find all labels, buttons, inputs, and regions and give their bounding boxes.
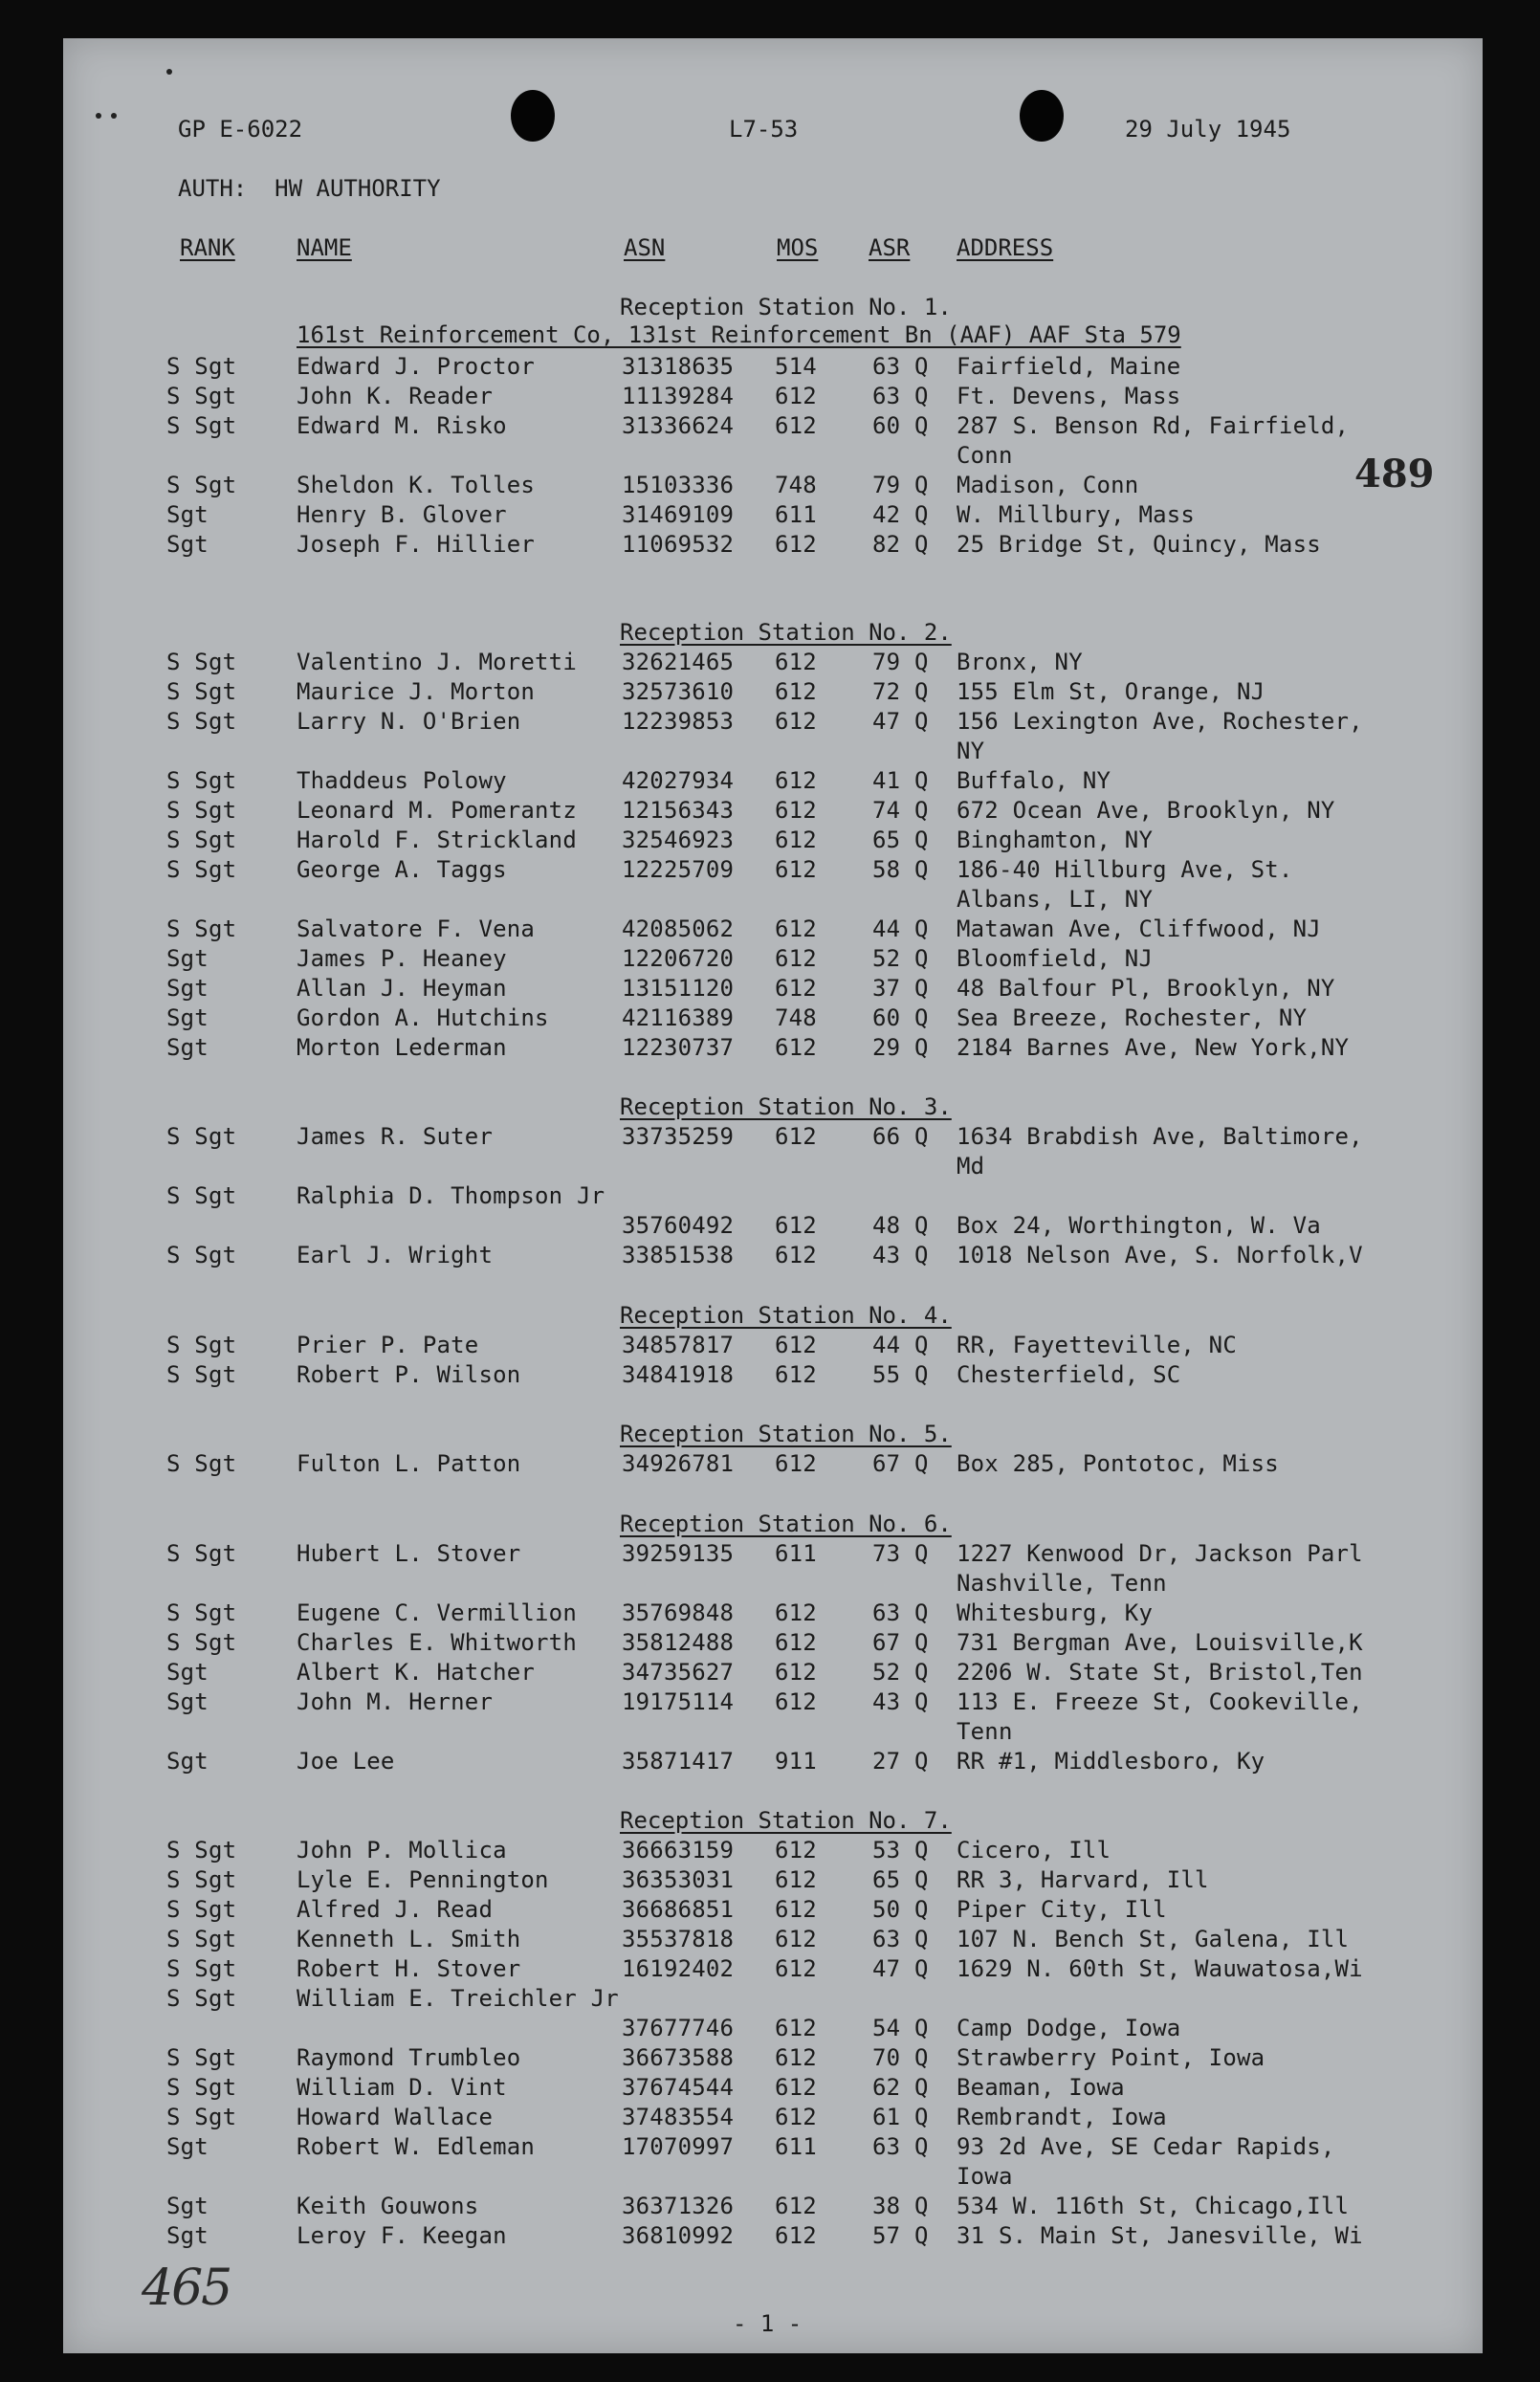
row-asr: 63 Q xyxy=(872,353,929,380)
row-address: Ft. Devens, Mass xyxy=(957,383,1181,409)
row-asr: 67 Q xyxy=(872,1450,929,1477)
col-address: ADDRESS xyxy=(957,234,1054,261)
row-name: William E. Treichler Jr xyxy=(297,1985,619,2012)
row-asn: 34926781 xyxy=(622,1450,735,1477)
row-asr: 53 Q xyxy=(872,1837,929,1864)
row-name: Edward M. Risko xyxy=(297,412,507,439)
col-name: NAME xyxy=(297,234,352,261)
row-name: Robert H. Stover xyxy=(297,1955,521,1982)
row-asn: 17070997 xyxy=(622,2133,735,2160)
row-rank: Sgt xyxy=(166,531,209,558)
handwritten-note: 465 xyxy=(142,2260,231,2317)
row-address: 155 Elm St, Orange, NJ xyxy=(957,678,1265,705)
speck xyxy=(166,69,172,75)
row-asr: 65 Q xyxy=(872,827,929,853)
page-footer: - 1 - xyxy=(733,2310,803,2337)
row-rank: Sgt xyxy=(166,2222,209,2249)
row-address: 731 Bergman Ave, Louisville,K xyxy=(957,1629,1363,1656)
row-rank: S Sgt xyxy=(166,353,237,380)
row-address: 287 S. Benson Rd, Fairfield, xyxy=(957,412,1350,439)
row-name: Keith Gouwons xyxy=(297,2193,479,2219)
row-asn: 37677746 xyxy=(622,2015,735,2041)
row-asn: 32573610 xyxy=(622,678,735,705)
section-title: Reception Station No. 1. xyxy=(620,294,952,320)
row-mos: 748 xyxy=(775,472,817,498)
row-asr: 79 Q xyxy=(872,472,929,498)
row-mos: 612 xyxy=(775,1034,817,1061)
row-address: 2206 W. State St, Bristol,Ten xyxy=(957,1659,1363,1686)
row-name: Lyle E. Pennington xyxy=(297,1866,549,1893)
row-name: Albert K. Hatcher xyxy=(297,1659,536,1686)
row-name: Alfred J. Read xyxy=(297,1896,494,1923)
row-address: 48 Balfour Pl, Brooklyn, NY xyxy=(957,975,1335,1002)
row-address: 31 S. Main St, Janesville, Wi xyxy=(957,2222,1363,2249)
row-rank: S Sgt xyxy=(166,1182,237,1209)
doc-code: L7-53 xyxy=(729,116,799,143)
row-mos: 612 xyxy=(775,1450,817,1477)
row-name: George A. Taggs xyxy=(297,856,507,883)
row-name: Maurice J. Morton xyxy=(297,678,536,705)
row-asn: 12225709 xyxy=(622,856,735,883)
row-address: Strawberry Point, Iowa xyxy=(957,2044,1265,2071)
row-name: Earl J. Wright xyxy=(297,1242,494,1268)
row-asr: 67 Q xyxy=(872,1629,929,1656)
row-mos: 612 xyxy=(775,412,817,439)
row-asr: 52 Q xyxy=(872,1659,929,1686)
row-asn: 13151120 xyxy=(622,975,735,1002)
row-asn: 35871417 xyxy=(622,1748,735,1775)
row-mos: 612 xyxy=(775,649,817,675)
row-asn: 36663159 xyxy=(622,1837,735,1864)
row-asn: 36371326 xyxy=(622,2193,735,2219)
row-asr: 70 Q xyxy=(872,2044,929,2071)
row-asn: 12206720 xyxy=(622,945,735,972)
row-asn: 31469109 xyxy=(622,501,735,528)
row-address: 156 Lexington Ave, Rochester, xyxy=(957,708,1363,735)
row-mos: 611 xyxy=(775,1540,817,1567)
row-mos: 911 xyxy=(775,1748,817,1775)
row-rank: Sgt xyxy=(166,975,209,1002)
punch-hole-right xyxy=(1020,90,1064,142)
row-name: Leroy F. Keegan xyxy=(297,2222,507,2249)
row-mos: 612 xyxy=(775,915,817,942)
row-asr: 55 Q xyxy=(872,1361,929,1388)
section-title: Reception Station No. 6. xyxy=(620,1511,952,1537)
row-asn: 12239853 xyxy=(622,708,735,735)
row-address: Bronx, NY xyxy=(957,649,1083,675)
row-asn: 36353031 xyxy=(622,1866,735,1893)
row-address: Fairfield, Maine xyxy=(957,353,1181,380)
row-asn: 34735627 xyxy=(622,1659,735,1686)
row-rank: Sgt xyxy=(166,1659,209,1686)
row-asn: 16192402 xyxy=(622,1955,735,1982)
row-address: 672 Ocean Ave, Brooklyn, NY xyxy=(957,797,1335,824)
row-rank: S Sgt xyxy=(166,1837,237,1864)
row-rank: Sgt xyxy=(166,1688,209,1715)
row-mos: 612 xyxy=(775,1688,817,1715)
row-name: Kenneth L. Smith xyxy=(297,1926,521,1952)
row-address: Rembrandt, Iowa xyxy=(957,2104,1167,2130)
row-asr: 63 Q xyxy=(872,2133,929,2160)
row-asr: 66 Q xyxy=(872,1123,929,1150)
doc-ref: GP E-6022 xyxy=(178,116,303,143)
row-asn: 33735259 xyxy=(622,1123,735,1150)
row-asn: 34857817 xyxy=(622,1332,735,1358)
section-title: Reception Station No. 4. xyxy=(620,1302,952,1329)
row-address: Binghamton, NY xyxy=(957,827,1154,853)
row-name: Leonard M. Pomerantz xyxy=(297,797,577,824)
row-address: 113 E. Freeze St, Cookeville, xyxy=(957,1688,1363,1715)
row-mos: 612 xyxy=(775,2074,817,2101)
row-rank: S Sgt xyxy=(166,383,237,409)
row-mos: 611 xyxy=(775,501,817,528)
row-asn: 35537818 xyxy=(622,1926,735,1952)
row-mos: 612 xyxy=(775,2044,817,2071)
row-rank: Sgt xyxy=(166,501,209,528)
row-asr: 74 Q xyxy=(872,797,929,824)
row-name: John P. Mollica xyxy=(297,1837,507,1864)
row-mos: 612 xyxy=(775,1242,817,1268)
row-mos: 612 xyxy=(775,1866,817,1893)
row-name: Joe Lee xyxy=(297,1748,395,1775)
row-asr: 42 Q xyxy=(872,501,929,528)
row-mos: 611 xyxy=(775,2133,817,2160)
row-address: Camp Dodge, Iowa xyxy=(957,2015,1181,2041)
row-asn: 35769848 xyxy=(622,1599,735,1626)
row-mos: 612 xyxy=(775,2222,817,2249)
row-address: Whitesburg, Ky xyxy=(957,1599,1154,1626)
row-address: Bloomfield, NJ xyxy=(957,945,1154,972)
row-asr: 29 Q xyxy=(872,1034,929,1061)
row-mos: 612 xyxy=(775,1212,817,1239)
row-asr: 52 Q xyxy=(872,945,929,972)
row-rank: S Sgt xyxy=(166,1896,237,1923)
punch-hole-left xyxy=(511,90,555,142)
row-rank: S Sgt xyxy=(166,2104,237,2130)
row-mos: 612 xyxy=(775,827,817,853)
row-name: Gordon A. Hutchins xyxy=(297,1004,549,1031)
row-asr: 47 Q xyxy=(872,1955,929,1982)
row-rank: Sgt xyxy=(166,2193,209,2219)
col-asr: ASR xyxy=(869,234,911,261)
row-asn: 34841918 xyxy=(622,1361,735,1388)
row-mos: 612 xyxy=(775,767,817,794)
row-asn: 31336624 xyxy=(622,412,735,439)
row-address: NY xyxy=(957,738,985,764)
row-rank: S Sgt xyxy=(166,649,237,675)
row-address: Albans, LI, NY xyxy=(957,886,1154,913)
row-name: Prier P. Pate xyxy=(297,1332,479,1358)
row-asr: 38 Q xyxy=(872,2193,929,2219)
col-mos: MOS xyxy=(777,234,819,261)
row-asn: 32621465 xyxy=(622,649,735,675)
row-address: Sea Breeze, Rochester, NY xyxy=(957,1004,1308,1031)
row-address: Md xyxy=(957,1153,985,1180)
row-address: W. Millbury, Mass xyxy=(957,501,1196,528)
row-asr: 41 Q xyxy=(872,767,929,794)
row-name: Robert W. Edleman xyxy=(297,2133,536,2160)
row-name: Harold F. Strickland xyxy=(297,827,577,853)
row-rank: S Sgt xyxy=(166,2074,237,2101)
row-asn: 35812488 xyxy=(622,1629,735,1656)
row-name: Sheldon K. Tolles xyxy=(297,472,536,498)
row-rank: S Sgt xyxy=(166,678,237,705)
row-asn: 37483554 xyxy=(622,2104,735,2130)
section-title: Reception Station No. 2. xyxy=(620,619,952,646)
row-name: Raymond Trumbleo xyxy=(297,2044,521,2071)
section-title: Reception Station No. 5. xyxy=(620,1421,952,1447)
row-rank: S Sgt xyxy=(166,767,237,794)
row-asn: 33851538 xyxy=(622,1242,735,1268)
row-name: Howard Wallace xyxy=(297,2104,494,2130)
row-asr: 63 Q xyxy=(872,383,929,409)
row-mos: 612 xyxy=(775,1837,817,1864)
row-asr: 72 Q xyxy=(872,678,929,705)
row-rank: S Sgt xyxy=(166,472,237,498)
row-mos: 612 xyxy=(775,708,817,735)
row-asr: 79 Q xyxy=(872,649,929,675)
row-rank: Sgt xyxy=(166,2133,209,2160)
row-name: Henry B. Glover xyxy=(297,501,507,528)
row-address: Chesterfield, SC xyxy=(957,1361,1181,1388)
row-asn: 11069532 xyxy=(622,531,735,558)
row-rank: Sgt xyxy=(166,1004,209,1031)
row-asn: 42085062 xyxy=(622,915,735,942)
row-asn: 39259135 xyxy=(622,1540,735,1567)
row-address: Madison, Conn xyxy=(957,472,1139,498)
row-mos: 612 xyxy=(775,2193,817,2219)
row-asr: 63 Q xyxy=(872,1599,929,1626)
document-page xyxy=(63,38,1483,2353)
row-address: Beaman, Iowa xyxy=(957,2074,1125,2101)
row-asn: 36810992 xyxy=(622,2222,735,2249)
row-mos: 612 xyxy=(775,1332,817,1358)
row-name: Fulton L. Patton xyxy=(297,1450,521,1477)
row-mos: 612 xyxy=(775,531,817,558)
row-name: Robert P. Wilson xyxy=(297,1361,521,1388)
row-name: John K. Reader xyxy=(297,383,494,409)
row-mos: 612 xyxy=(775,678,817,705)
row-rank: S Sgt xyxy=(166,856,237,883)
row-rank: S Sgt xyxy=(166,1985,237,2012)
row-rank: S Sgt xyxy=(166,1450,237,1477)
row-address: 1018 Nelson Ave, S. Norfolk,V xyxy=(957,1242,1363,1268)
row-address: Conn xyxy=(957,442,1013,469)
row-asn: 35760492 xyxy=(622,1212,735,1239)
row-address: Box 24, Worthington, W. Va xyxy=(957,1212,1321,1239)
row-mos: 748 xyxy=(775,1004,817,1031)
row-asn: 31318635 xyxy=(622,353,735,380)
row-asr: 27 Q xyxy=(872,1748,929,1775)
row-address: 186-40 Hillburg Ave, St. xyxy=(957,856,1293,883)
row-asr: 63 Q xyxy=(872,1926,929,1952)
row-name: James R. Suter xyxy=(297,1123,494,1150)
row-address: 25 Bridge St, Quincy, Mass xyxy=(957,531,1321,558)
row-mos: 612 xyxy=(775,1361,817,1388)
row-name: Hubert L. Stover xyxy=(297,1540,521,1567)
row-name: Ralphia D. Thompson Jr xyxy=(297,1182,605,1209)
row-rank: Sgt xyxy=(166,1748,209,1775)
row-asn: 12156343 xyxy=(622,797,735,824)
row-mos: 612 xyxy=(775,945,817,972)
row-asn: 19175114 xyxy=(622,1688,735,1715)
row-address: 1629 N. 60th St, Wauwatosa,Wi xyxy=(957,1955,1363,1982)
row-mos: 514 xyxy=(775,353,817,380)
row-name: Allan J. Heyman xyxy=(297,975,507,1002)
row-asr: 61 Q xyxy=(872,2104,929,2130)
row-asr: 57 Q xyxy=(872,2222,929,2249)
row-name: Morton Lederman xyxy=(297,1034,507,1061)
row-rank: S Sgt xyxy=(166,827,237,853)
row-address: RR, Fayetteville, NC xyxy=(957,1332,1237,1358)
row-rank: S Sgt xyxy=(166,1540,237,1567)
row-rank: S Sgt xyxy=(166,708,237,735)
row-address: Buffalo, NY xyxy=(957,767,1111,794)
row-mos: 612 xyxy=(775,1599,817,1626)
doc-date: 29 July 1945 xyxy=(1125,116,1291,143)
row-rank: S Sgt xyxy=(166,2044,237,2071)
row-name: Salvatore F. Vena xyxy=(297,915,536,942)
row-asr: 43 Q xyxy=(872,1242,929,1268)
row-name: Larry N. O'Brien xyxy=(297,708,521,735)
row-address: Nashville, Tenn xyxy=(957,1570,1167,1597)
row-rank: S Sgt xyxy=(166,1123,237,1150)
row-address: Iowa xyxy=(957,2163,1013,2190)
row-name: Charles E. Whitworth xyxy=(297,1629,577,1656)
row-address: 1227 Kenwood Dr, Jackson Parl xyxy=(957,1540,1363,1567)
row-asn: 36686851 xyxy=(622,1896,735,1923)
row-rank: Sgt xyxy=(166,945,209,972)
row-mos: 612 xyxy=(775,975,817,1002)
row-mos: 612 xyxy=(775,797,817,824)
row-asr: 65 Q xyxy=(872,1866,929,1893)
row-mos: 612 xyxy=(775,1926,817,1952)
row-asr: 62 Q xyxy=(872,2074,929,2101)
auth-line: AUTH: HW AUTHORITY xyxy=(178,175,441,202)
row-mos: 612 xyxy=(775,2104,817,2130)
row-mos: 612 xyxy=(775,1659,817,1686)
row-name: Eugene C. Vermillion xyxy=(297,1599,577,1626)
row-asr: 37 Q xyxy=(872,975,929,1002)
row-rank: S Sgt xyxy=(166,1599,237,1626)
row-asr: 44 Q xyxy=(872,1332,929,1358)
row-asn: 42116389 xyxy=(622,1004,735,1031)
row-asn: 42027934 xyxy=(622,767,735,794)
row-name: Joseph F. Hillier xyxy=(297,531,536,558)
page-stamp-number: 489 xyxy=(1354,452,1435,496)
row-name: Edward J. Proctor xyxy=(297,353,536,380)
speck xyxy=(96,113,101,119)
section-title: Reception Station No. 7. xyxy=(620,1807,952,1834)
row-asr: 58 Q xyxy=(872,856,929,883)
row-address: RR 3, Harvard, Ill xyxy=(957,1866,1209,1893)
section-title: Reception Station No. 3. xyxy=(620,1093,952,1120)
row-mos: 612 xyxy=(775,1896,817,1923)
row-asn: 12230737 xyxy=(622,1034,735,1061)
row-name: William D. Vint xyxy=(297,2074,507,2101)
row-mos: 612 xyxy=(775,1123,817,1150)
col-asn: ASN xyxy=(624,234,666,261)
row-asn: 36673588 xyxy=(622,2044,735,2071)
row-address: Matawan Ave, Cliffwood, NJ xyxy=(957,915,1321,942)
section-subtitle: 161st Reinforcement Co, 131st Reinforcement Bn (AAF) AAF Sta 579 xyxy=(297,321,1181,348)
row-name: John M. Herner xyxy=(297,1688,494,1715)
row-address: 93 2d Ave, SE Cedar Rapids, xyxy=(957,2133,1335,2160)
row-mos: 612 xyxy=(775,2015,817,2041)
row-asr: 54 Q xyxy=(872,2015,929,2041)
row-rank: S Sgt xyxy=(166,1629,237,1656)
row-name: Thaddeus Polowy xyxy=(297,767,507,794)
row-mos: 612 xyxy=(775,1955,817,1982)
row-rank: S Sgt xyxy=(166,412,237,439)
row-address: Tenn xyxy=(957,1718,1013,1745)
row-asr: 60 Q xyxy=(872,1004,929,1031)
row-address: Cicero, Ill xyxy=(957,1837,1111,1864)
row-address: 107 N. Bench St, Galena, Ill xyxy=(957,1926,1350,1952)
row-address: RR #1, Middlesboro, Ky xyxy=(957,1748,1265,1775)
row-address: 1634 Brabdish Ave, Baltimore, xyxy=(957,1123,1363,1150)
row-rank: S Sgt xyxy=(166,1361,237,1388)
row-name: James P. Heaney xyxy=(297,945,507,972)
row-mos: 612 xyxy=(775,856,817,883)
row-asn: 32546923 xyxy=(622,827,735,853)
row-asr: 60 Q xyxy=(872,412,929,439)
row-rank: S Sgt xyxy=(166,1955,237,1982)
row-asn: 37674544 xyxy=(622,2074,735,2101)
row-name: Valentino J. Moretti xyxy=(297,649,577,675)
row-address: Piper City, Ill xyxy=(957,1896,1167,1923)
col-rank: RANK xyxy=(180,234,235,261)
row-rank: S Sgt xyxy=(166,1332,237,1358)
row-rank: S Sgt xyxy=(166,1926,237,1952)
row-rank: S Sgt xyxy=(166,915,237,942)
row-asr: 43 Q xyxy=(872,1688,929,1715)
row-address: Box 285, Pontotoc, Miss xyxy=(957,1450,1279,1477)
row-asr: 48 Q xyxy=(872,1212,929,1239)
row-rank: S Sgt xyxy=(166,797,237,824)
speck xyxy=(111,113,117,119)
row-rank: Sgt xyxy=(166,1034,209,1061)
row-asr: 50 Q xyxy=(872,1896,929,1923)
row-asr: 44 Q xyxy=(872,915,929,942)
row-address: 534 W. 116th St, Chicago,Ill xyxy=(957,2193,1350,2219)
row-asr: 47 Q xyxy=(872,708,929,735)
row-address: 2184 Barnes Ave, New York,NY xyxy=(957,1034,1350,1061)
row-rank: S Sgt xyxy=(166,1242,237,1268)
row-asr: 73 Q xyxy=(872,1540,929,1567)
row-rank: S Sgt xyxy=(166,1866,237,1893)
row-mos: 612 xyxy=(775,383,817,409)
row-mos: 612 xyxy=(775,1629,817,1656)
row-asn: 11139284 xyxy=(622,383,735,409)
row-asn: 15103336 xyxy=(622,472,735,498)
row-asr: 82 Q xyxy=(872,531,929,558)
